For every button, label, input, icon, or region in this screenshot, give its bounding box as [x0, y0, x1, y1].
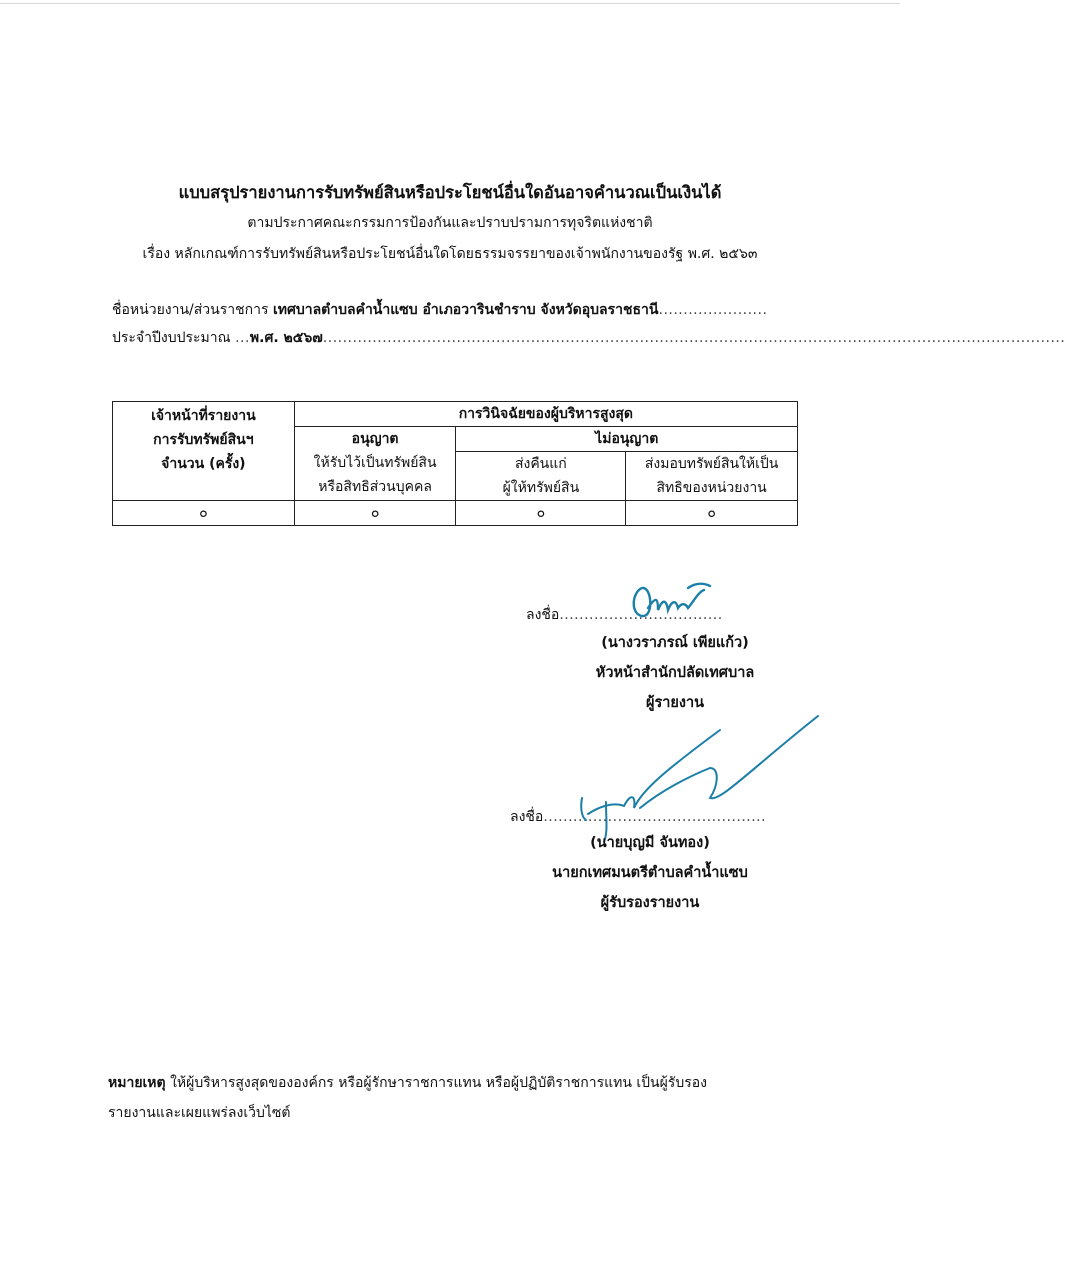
document-subtitle-2: เรื่อง หลักเกณฑ์การรับทรัพย์สินหรือประโยชน์อื่นใดโดยธรรมจรรยาของเจ้าพนักงานของรัฐ พ.ศ. ๒๕๖๓ [142, 246, 758, 262]
header-report-count [113, 402, 295, 501]
header-approve [294, 427, 456, 501]
agency-dots: ...................... [658, 302, 768, 318]
signature1-dots: ................................. [559, 607, 723, 623]
value-report-count: ๐ [113, 501, 295, 526]
table-row [113, 501, 798, 526]
header-report-count-line2: การรับทรัพย์สินฯ [153, 432, 254, 448]
header-decision: การวินิจฉัยของผู้บริหารสูงสุด [294, 402, 797, 427]
header-approve-title: อนุญาต [351, 431, 399, 447]
header-report-count-line1: เจ้าหน้าที่รายงาน [151, 408, 256, 424]
signature1-label: ลงชื่อ [526, 607, 560, 623]
document-subtitle-1: ตามประกาศคณะกรรมการป้องกันและปราบปรามการทุจริตแห่งชาติ [247, 215, 653, 231]
header-report-count-line3: จำนวน (ครั้ง) [161, 456, 246, 472]
footnote-line1: ให้ผู้บริหารสูงสุดขององค์กร หรือผู้รักษาราชการแทน หรือผู้ปฏิบัติราชการแทน เป็นผู้รับรอง [170, 1075, 707, 1091]
agency-line [112, 299, 798, 321]
signature1-name: (นางวราภรณ์ เพียแก้ว) [601, 635, 749, 651]
scan-edge-line [0, 3, 900, 4]
header-approve-desc-1: ให้รับไว้เป็นทรัพย์สิน [313, 455, 437, 471]
value-deny-return: ๐ [456, 501, 626, 526]
header-deny: ไม่อนุญาต [456, 427, 798, 452]
summary-table [112, 401, 798, 526]
header-deny-return-2: ผู้ให้ทรัพย์สิน [502, 480, 580, 496]
signature1-handwriting [628, 578, 718, 623]
signature2-position: นายกเทศมนตรีตำบลคำน้ำแซบ [552, 865, 748, 881]
footnote [108, 1068, 808, 1128]
header-deny-return-1: ส่งคืนแก่ [514, 456, 567, 472]
value-approve: ๐ [294, 501, 456, 526]
fiscal-year-dots: ...................................................................................................................................................... [322, 330, 1065, 346]
fiscal-year-line [112, 327, 1065, 349]
document-title: แบบสรุปรายงานการรับทรัพย์สินหรือประโยชน์อื่นใดอันอาจคำนวณเป็นเงินได้ [178, 183, 722, 202]
header-approve-desc-2: หรือสิทธิส่วนบุคคล [318, 479, 432, 495]
signature2-block [530, 828, 770, 918]
header-deny-transfer-2: สิทธิของหน่วยงาน [656, 480, 767, 496]
footnote-line2: รายงานและเผยแพร่ลงเว็บไซต์ [108, 1105, 291, 1121]
agency-label: ชื่อหน่วยงาน/ส่วนราชการ [112, 302, 269, 318]
value-deny-transfer: ๐ [626, 501, 798, 526]
footnote-label: หมายเหตุ [108, 1075, 166, 1091]
signature1-role: ผู้รายงาน [645, 695, 705, 711]
fiscal-year-lead-dots: ... [235, 330, 250, 346]
signature1-position: หัวหน้าสำนักปลัดเทศบาล [595, 665, 755, 681]
signature2-dots: ............................................. [543, 809, 767, 825]
signature2-name: (นายบุญมี จันทอง) [590, 835, 710, 851]
header-deny-transfer [626, 452, 798, 501]
fiscal-year-value: พ.ศ. ๒๕๖๗ [249, 330, 323, 346]
fiscal-year-label: ประจำปีงบประมาณ [112, 330, 231, 346]
header-deny-transfer-1: ส่งมอบทรัพย์สินให้เป็น [644, 456, 779, 472]
header-deny-return [456, 452, 626, 501]
signature2-label: ลงชื่อ [510, 809, 544, 825]
agency-value: เทศบาลตำบลคำน้ำแซบ อำเภอวารินชำราบ จังหวัดอุบลราชธานี [272, 302, 659, 318]
signature1-block [560, 628, 790, 718]
signature2-role: ผู้รับรองรายงาน [600, 895, 700, 911]
